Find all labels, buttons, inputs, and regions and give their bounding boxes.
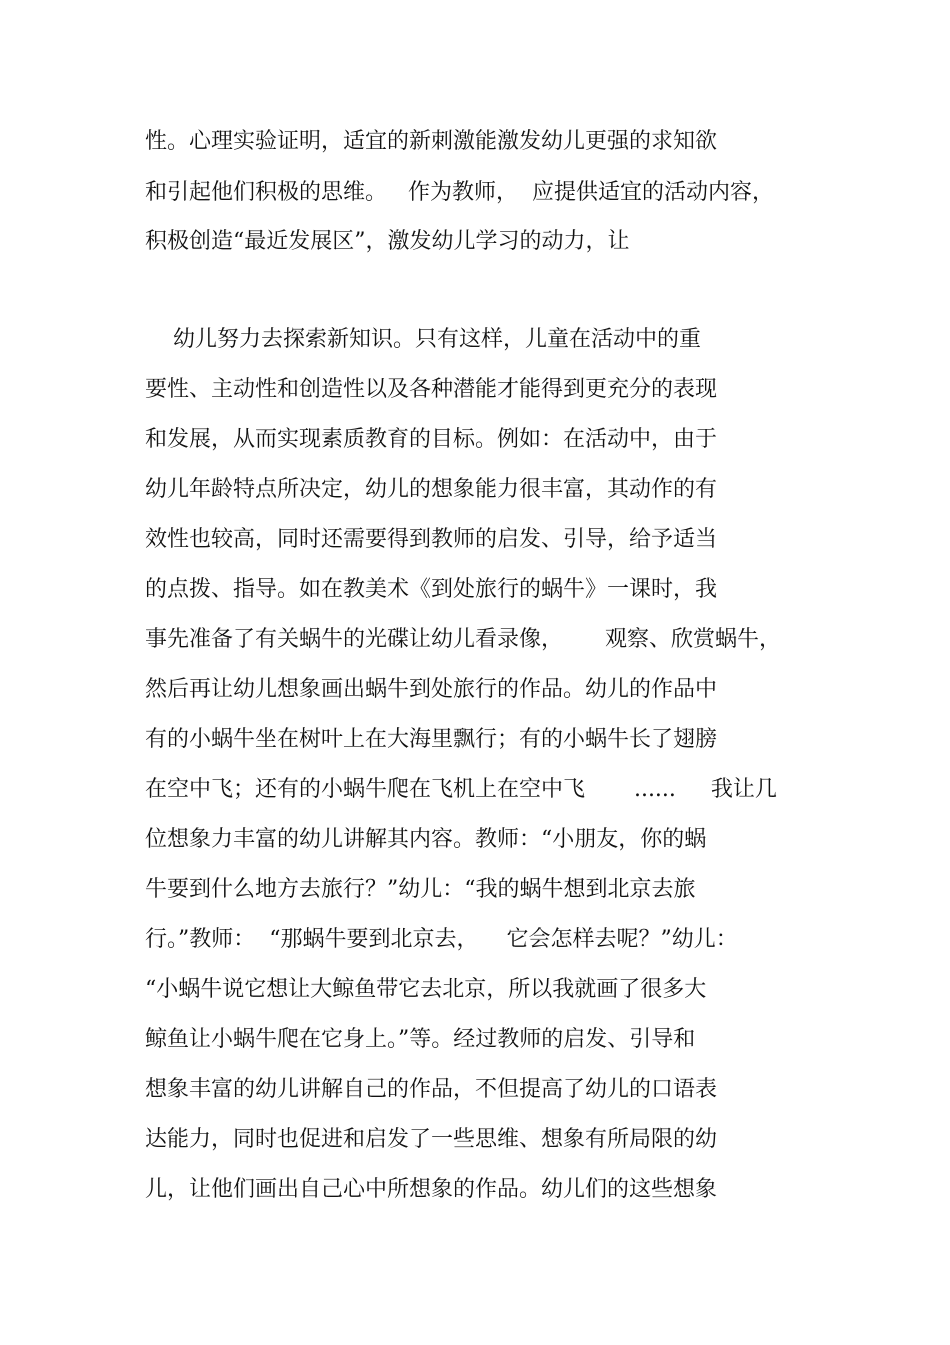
text-line: 积极创造“最近发展区”，激发幼儿学习的动力，让 xyxy=(145,229,630,254)
text-line: 和发展，从而实现素质教育的目标。例如：在活动中，由于 xyxy=(145,427,718,452)
text-line: 位想象力丰富的幼儿讲解其内容。教师：“小朋友，你的蜗 xyxy=(145,827,707,852)
text-line: 事先准备了有关蜗牛的光碟让幼儿看录像， 观察、欣赏蜗牛， xyxy=(145,627,781,652)
text-line: 要性、主动性和创造性以及各种潜能才能得到更充分的表现 xyxy=(145,377,718,402)
text-line: 然后再让幼儿想象画出蜗牛到处旅行的作品。幼儿的作品中 xyxy=(145,677,718,702)
text-line: 效性也较高，同时还需要得到教师的启发、引导，给予适当 xyxy=(145,527,718,552)
text-line: 达能力，同时也促进和启发了一些思维、想象有所局限的幼 xyxy=(145,1127,718,1152)
text-line: 行。”教师： “那蜗牛要到北京去， 它会怎样去呢？”幼儿： xyxy=(145,927,738,952)
text-line: 性。心理实验证明，适宜的新刺激能激发幼儿更强的求知欲 xyxy=(145,129,718,154)
text-line: 儿，让他们画出自己心中所想象的作品。幼儿们的这些想象 xyxy=(145,1177,718,1202)
text-line: 和引起他们积极的思维。 作为教师， 应提供适宜的活动内容， xyxy=(145,180,774,205)
text-line: 幼儿努力去探索新知识。只有这样，儿童在活动中的重 xyxy=(145,327,701,352)
text-line: 有的小蜗牛坐在树叶上在大海里飘行；有的小蜗牛长了翅膀 xyxy=(145,727,718,752)
text-line: 的点拨、指导。如在教美术《到处旅行的蜗牛》一课时，我 xyxy=(145,577,718,602)
text-line: “小蜗牛说它想让大鲸鱼带它去北京，所以我就画了很多大 xyxy=(145,977,707,1002)
text-line: 鲸鱼让小蜗牛爬在它身上。”等。经过教师的启发、引导和 xyxy=(145,1027,696,1052)
text-line: 在空中飞；还有的小蜗牛爬在飞机上在空中飞 ...... 我让几 xyxy=(145,777,777,802)
text-line: 幼儿年龄特点所决定，幼儿的想象能力很丰富，其动作的有 xyxy=(145,477,718,502)
text-line: 想象丰富的幼儿讲解自己的作品，不但提高了幼儿的口语表 xyxy=(145,1077,718,1102)
text-line: 牛要到什么地方去旅行？”幼儿：“我的蜗牛想到北京去旅 xyxy=(145,877,696,902)
